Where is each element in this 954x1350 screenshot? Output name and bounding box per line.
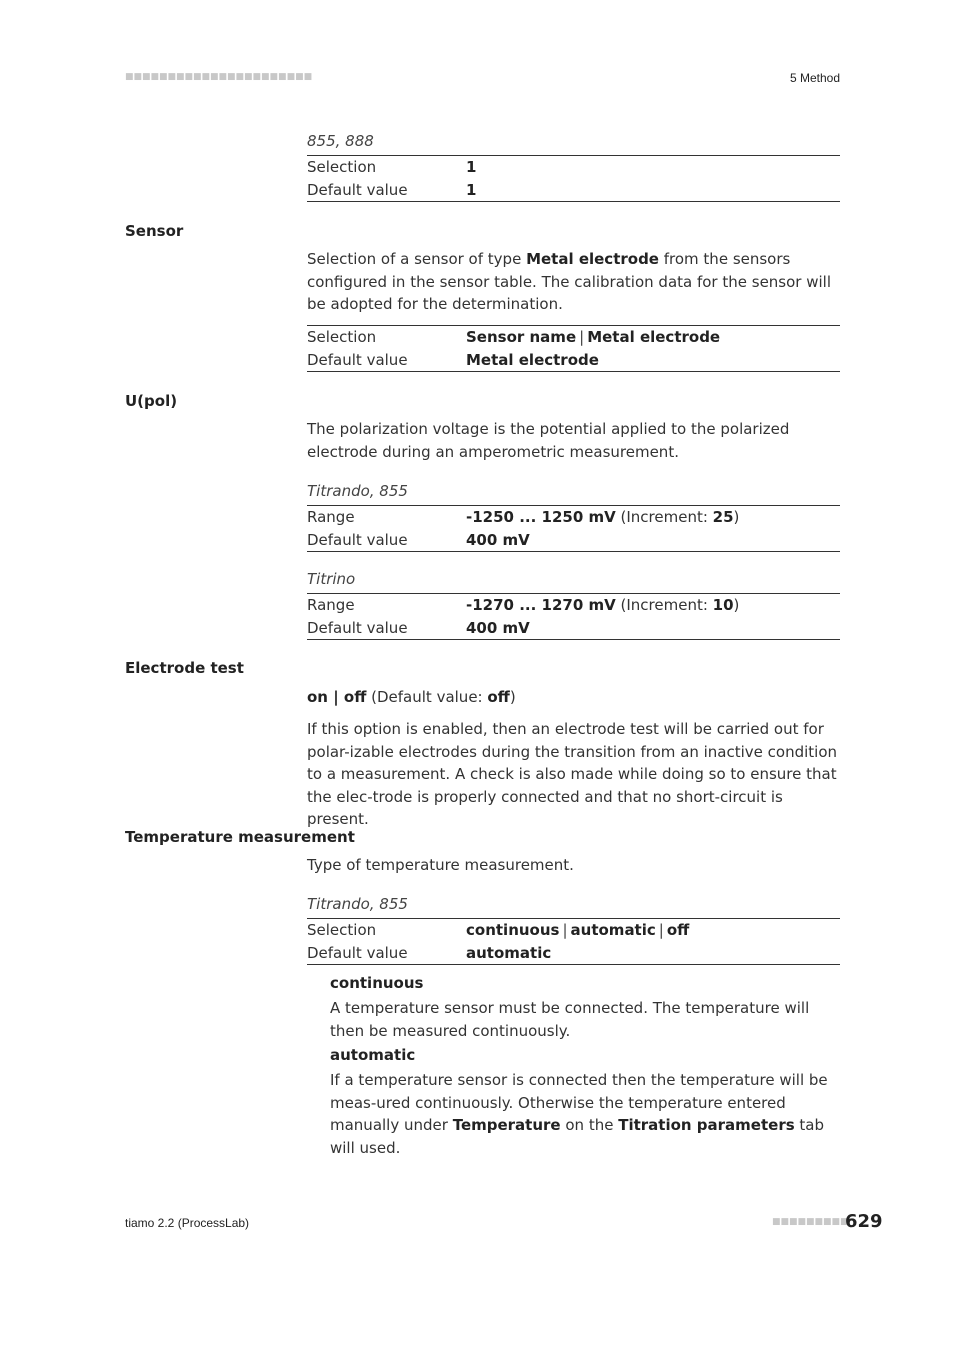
table-row [307,617,840,640]
row-key: Default value [307,618,408,637]
temperature-description: Type of temperature measurement. [307,856,574,874]
row-key: Selection [307,921,377,939]
section-heading-temperature: Temperature measurement [125,828,355,846]
table-row [307,156,840,179]
row-value: continuous | automatic | off [466,921,690,939]
selection-table [307,155,840,202]
row-value: 400 mV [466,618,530,637]
footer-product: tiamo 2.2 (ProcessLab) [125,1216,250,1230]
row-value: 1 [466,180,477,199]
header-decoration: ■■■■■■■■■■■■■■■■■■■■■■ [125,72,313,82]
table-row [307,326,840,349]
table-row [307,942,840,965]
option-heading-continuous: continuous [330,974,424,992]
row-key: Selection [307,328,377,346]
table-caption: 855, 888 [307,132,374,150]
option-description-automatic: If a temperature sensor is connected then the temperature will be meas-ured continuously. Otherwise the temperature entered manually under Temperature on the Titration parameters tab will used. [330,1071,828,1157]
table-row [307,179,840,202]
row-value: 1 [466,158,477,176]
upol-table-titrino [307,593,840,640]
row-key: Selection [307,158,377,176]
table-row [307,594,840,617]
table-row [307,506,840,529]
electrode-test-options: on | off (Default value: off) [307,688,516,706]
row-value: -1270 ... 1270 mV (Increment: 10) [466,596,740,614]
row-key: Default value [307,350,408,369]
page-number: 629 [845,1211,883,1232]
row-value: -1250 ... 1250 mV (Increment: 25) [466,508,740,526]
upol-table-titrando [307,505,840,552]
sensor-table [307,325,840,372]
row-value: Metal electrode [466,350,599,369]
footer-decoration: ■■■■■■■■■ [772,1217,849,1227]
section-heading-upol: U(pol) [125,392,178,410]
option-description-continuous: A temperature sensor must be connected. The temperature will then be measured continuously. [330,999,810,1040]
table-row [307,349,840,372]
table-row [307,919,840,942]
table-caption: Titrando, 855 [307,482,408,500]
row-key: Default value [307,943,408,962]
row-value: automatic [466,943,552,962]
table-row [307,529,840,552]
row-key: Range [307,596,355,614]
table-caption: Titrando, 855 [307,895,408,913]
section-heading-sensor: Sensor [125,222,184,240]
table-caption: Titrino [307,570,356,588]
row-key: Range [307,508,355,526]
row-value: Sensor name | Metal electrode [466,328,721,346]
row-key: Default value [307,530,408,549]
row-value: 400 mV [466,530,530,549]
row-key: Default value [307,180,408,199]
electrode-test-description: If this option is enabled, then an electrode test will be carried out for polar-izable electrodes during the transition from an inactive condition to a measurement. A check is also made while doing so to ensure that the elec-trode is properly connected and that no short-circuit is present. [307,720,838,828]
chapter-title: 5 Method [789,71,840,85]
temperature-table [307,918,840,965]
sensor-description: Selection of a sensor of type Metal electrode from the sensors configured in the sensor table. The calibration data for the sensor will be adopted for the determination. [307,250,831,313]
option-heading-automatic: automatic [330,1046,416,1064]
section-heading-electrode-test: Electrode test [125,659,244,677]
upol-description: The polarization voltage is the potential applied to the polarized electrode during an amperometric measurement. [307,420,790,461]
